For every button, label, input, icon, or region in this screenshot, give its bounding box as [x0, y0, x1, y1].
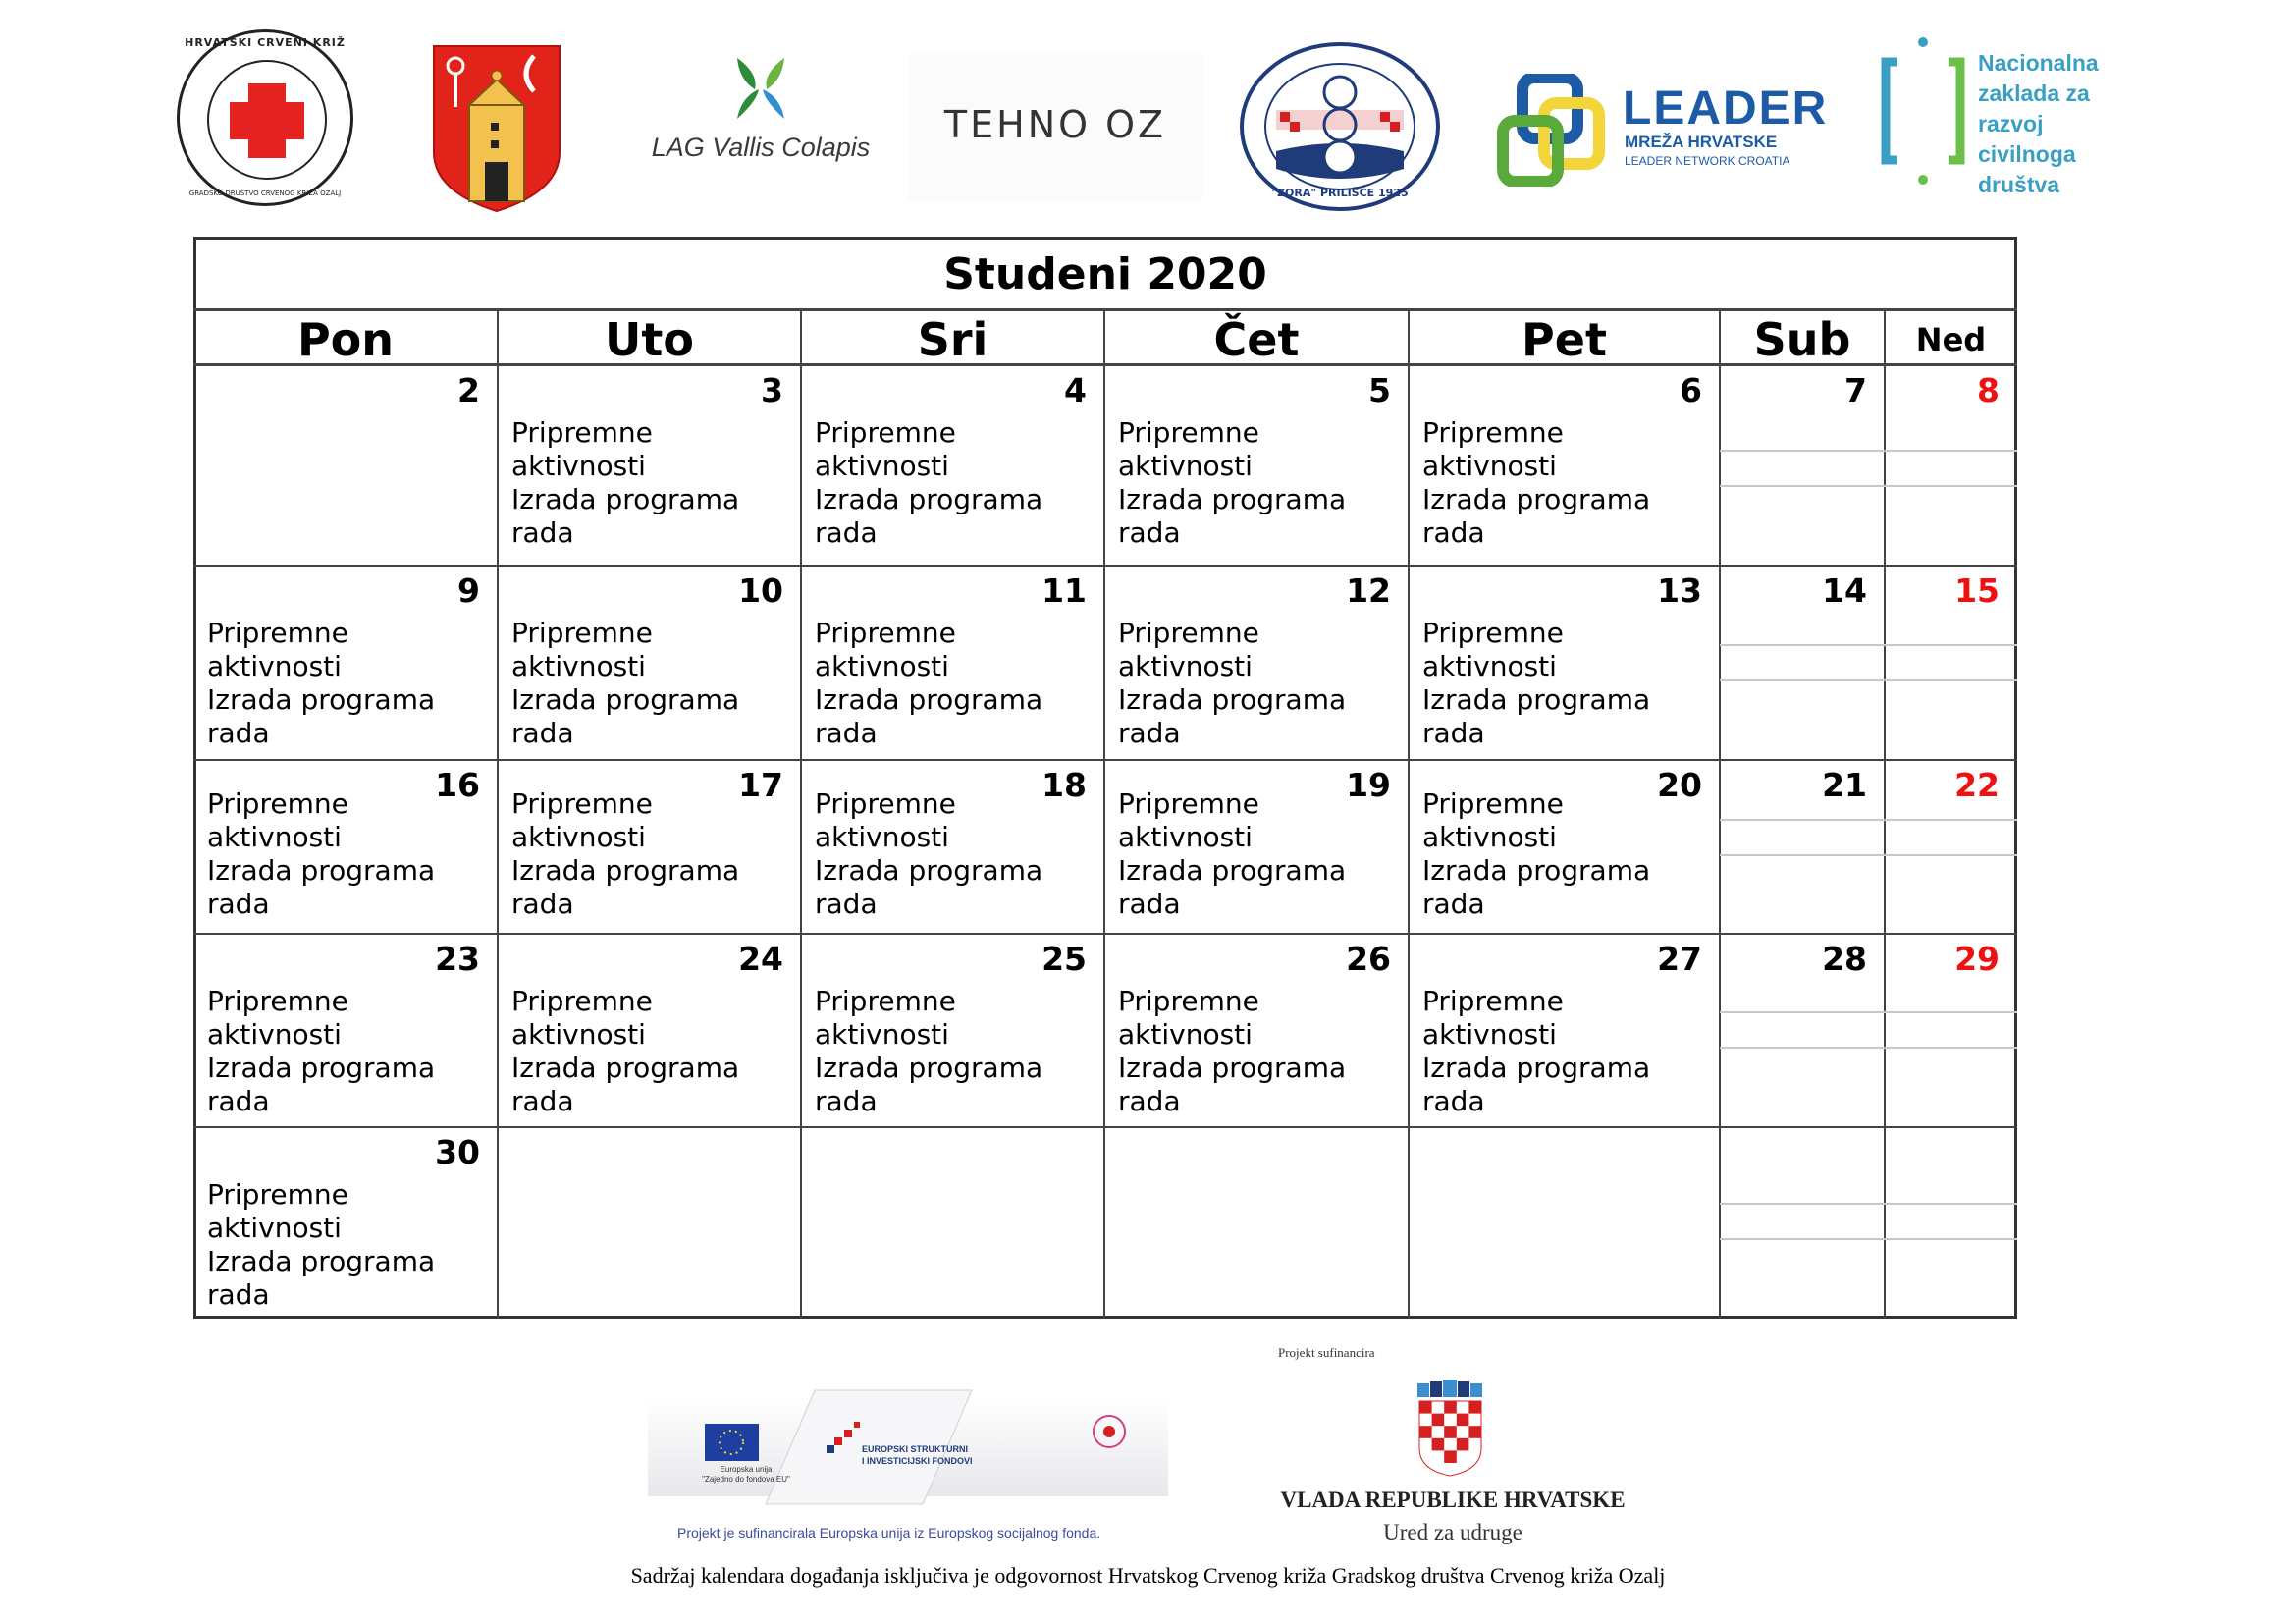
lag-leaf-icon	[729, 54, 792, 123]
activity-line: rada	[207, 1085, 270, 1117]
activity-line: Pripremne	[1422, 416, 1564, 449]
activity-line: rada	[1422, 516, 1485, 549]
activity-line: Izrada programa	[815, 483, 1043, 515]
weekend-subline	[1885, 1203, 2017, 1205]
tehno-logo-text: TEHNO OZ	[943, 103, 1167, 146]
weekend-subline	[1720, 644, 1885, 646]
weekend-subline	[1720, 819, 1885, 821]
activity-line: rada	[511, 888, 574, 920]
weekend-subline	[1720, 1203, 1885, 1205]
activity-line: rada	[815, 888, 878, 920]
activity-line: rada	[1422, 717, 1485, 749]
gov-office: Ured za udruge	[1383, 1520, 1522, 1544]
calendar-cell[interactable]	[1720, 1127, 1885, 1319]
weekend-subline	[1720, 485, 1885, 487]
zora-logo	[1237, 41, 1443, 213]
activity-line: Izrada programa	[815, 854, 1043, 887]
date-number: 20	[1657, 766, 1702, 804]
activity-line: rada	[1118, 888, 1181, 920]
nzr-line: zaklada za	[1978, 81, 2090, 106]
activity-line: aktivnosti	[1118, 1018, 1253, 1051]
activity-line: rada	[1422, 1085, 1485, 1117]
activity-line: Pripremne	[1118, 416, 1259, 449]
date-number: 21	[1822, 766, 1867, 804]
calendar-cell[interactable]	[1409, 1127, 1720, 1319]
activity-text	[1422, 985, 1650, 1118]
activity-line: Izrada programa	[1118, 683, 1347, 716]
activity-line: Izrada programa	[207, 1052, 436, 1084]
activity-line: aktivnosti	[815, 450, 949, 482]
esif-line-2: I INVESTICIJSKI FONDOVI	[862, 1456, 973, 1466]
activity-line: Izrada programa	[1422, 683, 1651, 716]
calendar-cell[interactable]	[801, 1127, 1104, 1319]
leader-title: LEADER	[1623, 82, 1829, 135]
activity-line: Izrada programa	[815, 683, 1043, 716]
red-cross-icon-bar	[230, 102, 304, 139]
activity-text	[207, 1178, 435, 1312]
weekend-subline	[1885, 854, 2017, 856]
activity-text	[815, 416, 1042, 550]
eu-flag-icon	[705, 1424, 759, 1461]
activity-line: rada	[815, 516, 878, 549]
eu-caption: Projekt je sufinancirala Europska unija iz Europskog socijalnog fonda.	[677, 1525, 1101, 1541]
date-number: 17	[738, 766, 783, 804]
weekend-subline	[1885, 450, 2017, 452]
weekend-subline	[1885, 1047, 2017, 1049]
activity-line: aktivnosti	[1422, 450, 1557, 482]
disclaimer: Sadržaj kalendara događanja isključiva je odgovornost Hrvatskog Crvenog križa Gradskog društva Crvenog križa Ozalj	[630, 1563, 1666, 1588]
activity-line: aktivnosti	[207, 821, 342, 853]
weekend-subline	[1885, 644, 2017, 646]
weekend-subline	[1885, 819, 2017, 821]
date-number: 15	[1954, 571, 2000, 610]
date-number: 12	[1346, 571, 1391, 610]
activity-line: Izrada programa	[815, 1052, 1043, 1084]
activity-line: aktivnosti	[207, 1018, 342, 1051]
activity-line: aktivnosti	[207, 650, 342, 682]
calendar-cell[interactable]	[498, 1127, 801, 1319]
date-number: 14	[1822, 571, 1867, 610]
weekend-subline	[1885, 485, 2017, 487]
calendar-cell[interactable]	[1885, 1127, 2017, 1319]
eu-label-text: Europska unija	[720, 1465, 773, 1474]
date-number: 3	[761, 371, 783, 409]
weekend-subline	[1720, 854, 1885, 856]
activity-line: aktivnosti	[511, 450, 646, 482]
red-cross-ring-text: HRVATSKI CRVENI KRIŽ	[185, 36, 346, 49]
date-number: 25	[1041, 940, 1087, 978]
activity-line: Pripremne	[1118, 787, 1259, 820]
activity-line: Pripremne	[815, 416, 956, 449]
lag-logo-text: LAG Vallis Colapis	[651, 133, 871, 162]
tehno-oz-logo	[908, 54, 1202, 201]
esif-label	[862, 1443, 973, 1467]
activity-text	[815, 787, 1042, 921]
activity-line: rada	[1422, 888, 1485, 920]
weekend-subline	[1720, 1011, 1885, 1013]
gov-name: VLADA REPUBLIKE HRVATSKE	[1280, 1488, 1626, 1512]
leader-logo	[1497, 74, 1829, 187]
activity-line: Izrada programa	[1118, 483, 1347, 515]
activity-line: rada	[1118, 516, 1181, 549]
esif-line-1: EUROPSKI STRUKTURNI	[862, 1444, 969, 1454]
weekend-subline	[1885, 679, 2017, 681]
activity-line: rada	[207, 1278, 270, 1311]
nzr-line: društva	[1978, 172, 2060, 197]
date-number: 29	[1954, 940, 2000, 978]
day-header-sri: Sri	[917, 313, 988, 366]
day-header-ned: Ned	[1915, 321, 1987, 358]
activity-text	[207, 617, 435, 750]
activity-line: rada	[1118, 1085, 1181, 1117]
weekend-subline	[1720, 450, 1885, 452]
red-cross-logo	[177, 29, 353, 206]
lag-vallis-colapis-logo	[643, 54, 879, 172]
activity-text	[1118, 416, 1346, 550]
activity-line: aktivnosti	[511, 650, 646, 682]
date-number: 28	[1822, 940, 1867, 978]
activity-line: aktivnosti	[511, 1018, 646, 1051]
activity-text	[1422, 617, 1650, 750]
calendar-cell[interactable]	[1104, 1127, 1409, 1319]
date-number: 24	[738, 940, 783, 978]
activity-line: Pripremne	[1422, 787, 1564, 820]
weekend-subline	[1885, 1238, 2017, 1240]
activity-line: Pripremne	[511, 787, 653, 820]
activity-line: Izrada programa	[511, 483, 740, 515]
activity-line: Izrada programa	[207, 1245, 436, 1277]
activity-line: Pripremne	[815, 985, 956, 1017]
date-number: 7	[1844, 371, 1867, 409]
activity-line: aktivnosti	[1422, 821, 1557, 853]
croatian-coat-of-arms-icon	[1414, 1380, 1487, 1478]
activity-text	[511, 787, 739, 921]
date-number: 26	[1346, 940, 1391, 978]
activity-line: Izrada programa	[1422, 854, 1651, 887]
activity-text	[1422, 787, 1650, 921]
activity-line: aktivnosti	[1118, 650, 1253, 682]
date-number: 18	[1041, 766, 1087, 804]
activity-line: Pripremne	[1118, 617, 1259, 649]
title-divider	[193, 308, 2017, 311]
activity-line: Pripremne	[1422, 985, 1564, 1017]
zora-logo-text: "ZORA" PRILIŠĆE 1925	[1271, 187, 1409, 199]
activity-text	[1118, 985, 1346, 1118]
date-number: 5	[1368, 371, 1391, 409]
activity-line: rada	[511, 1085, 574, 1117]
red-cross-bottom-text: GRADSKO DRUŠTVO CRVENOG KRIŽA OZALJ	[188, 189, 342, 197]
date-number: 27	[1657, 940, 1702, 978]
activity-line: rada	[207, 717, 270, 749]
date-number: 30	[435, 1133, 480, 1171]
activity-line: aktivnosti	[1118, 821, 1253, 853]
activity-text	[207, 985, 435, 1118]
activity-text	[815, 985, 1042, 1118]
date-number: 8	[1977, 371, 2000, 409]
activity-line: rada	[207, 888, 270, 920]
weekend-subline	[1720, 679, 1885, 681]
day-header-uto: Uto	[605, 313, 694, 366]
activity-line: Izrada programa	[511, 1052, 740, 1084]
eu-label	[692, 1465, 800, 1485]
date-number: 4	[1064, 371, 1087, 409]
day-header-cet: Čet	[1213, 313, 1300, 366]
activity-line: aktivnosti	[207, 1212, 342, 1244]
weekend-subline	[1885, 1011, 2017, 1013]
activity-line: Pripremne	[511, 985, 653, 1017]
activity-line: Izrada programa	[1118, 854, 1347, 887]
activity-line: Izrada programa	[511, 854, 740, 887]
activity-line: Izrada programa	[1422, 1052, 1651, 1084]
activity-text	[511, 985, 739, 1118]
activity-line: Pripremne	[207, 985, 348, 1017]
activity-line: aktivnosti	[815, 1018, 949, 1051]
activity-text	[815, 617, 1042, 750]
activity-text	[1422, 416, 1650, 550]
activity-line: Izrada programa	[1422, 483, 1651, 515]
activity-line: Pripremne	[1422, 617, 1564, 649]
activity-line: aktivnosti	[815, 821, 949, 853]
activity-line: aktivnosti	[815, 650, 949, 682]
activity-line: Pripremne	[511, 617, 653, 649]
date-number: 10	[738, 571, 783, 610]
activity-line: rada	[815, 717, 878, 749]
gov-caption: Projekt sufinancira	[1278, 1345, 1375, 1360]
activity-text	[511, 416, 739, 550]
date-number: 6	[1680, 371, 1702, 409]
nzr-line: Nacionalna	[1978, 50, 2099, 76]
calendar-title: Studeni 2020	[943, 249, 1267, 299]
activity-text	[1118, 787, 1346, 921]
activity-line: Pripremne	[511, 416, 653, 449]
activity-line: rada	[1118, 717, 1181, 749]
activity-line: rada	[815, 1085, 878, 1117]
nzr-line: civilnoga	[1978, 141, 2076, 167]
activity-line: Pripremne	[815, 787, 956, 820]
coat-of-arms-icon	[432, 44, 561, 213]
activity-line: Pripremne	[207, 787, 348, 820]
weekend-subline	[1720, 1238, 1885, 1240]
activity-line: rada	[511, 717, 574, 749]
activity-line: rada	[511, 516, 574, 549]
date-number: 22	[1954, 766, 2000, 804]
activity-text	[1118, 617, 1346, 750]
bracket-icon	[1880, 34, 1968, 211]
activity-line: Pripremne	[207, 617, 348, 649]
leader-subtitle-english: LEADER NETWORK CROATIA	[1625, 154, 1790, 168]
date-number: 23	[435, 940, 480, 978]
date-number: 16	[435, 766, 480, 804]
date-number: 2	[457, 371, 480, 409]
day-header-pon: Pon	[296, 313, 395, 366]
day-header-pet: Pet	[1522, 313, 1607, 366]
activity-line: aktivnosti	[1422, 650, 1557, 682]
nacionalna-zaklada-logo	[1880, 34, 2135, 211]
nacionalna-zaklada-text	[1978, 48, 2099, 200]
activity-line: aktivnosti	[1118, 450, 1253, 482]
date-number: 13	[1657, 571, 1702, 610]
leader-chain-icon	[1497, 74, 1615, 187]
activity-text	[511, 617, 739, 750]
activity-line: Izrada programa	[207, 683, 436, 716]
activity-line: aktivnosti	[511, 821, 646, 853]
date-number: 11	[1041, 571, 1087, 610]
date-number: 9	[457, 571, 480, 610]
activity-line: Pripremne	[815, 617, 956, 649]
activity-line: Pripremne	[207, 1178, 348, 1211]
activity-line: Izrada programa	[511, 683, 740, 716]
activity-line: Izrada programa	[1118, 1052, 1347, 1084]
leader-subtitle: MREŽA HRVATSKE	[1625, 133, 1778, 151]
day-header-sub: Sub	[1753, 313, 1851, 366]
activity-line: Izrada programa	[207, 854, 436, 887]
activity-line: Pripremne	[1118, 985, 1259, 1017]
activity-line: aktivnosti	[1422, 1018, 1557, 1051]
weekend-subline	[1720, 1047, 1885, 1049]
nzr-line: razvoj	[1978, 111, 2044, 136]
eu-sublabel-text: "Zajedno do fondova EU"	[702, 1475, 790, 1484]
date-number: 19	[1346, 766, 1391, 804]
activity-text	[207, 787, 435, 921]
